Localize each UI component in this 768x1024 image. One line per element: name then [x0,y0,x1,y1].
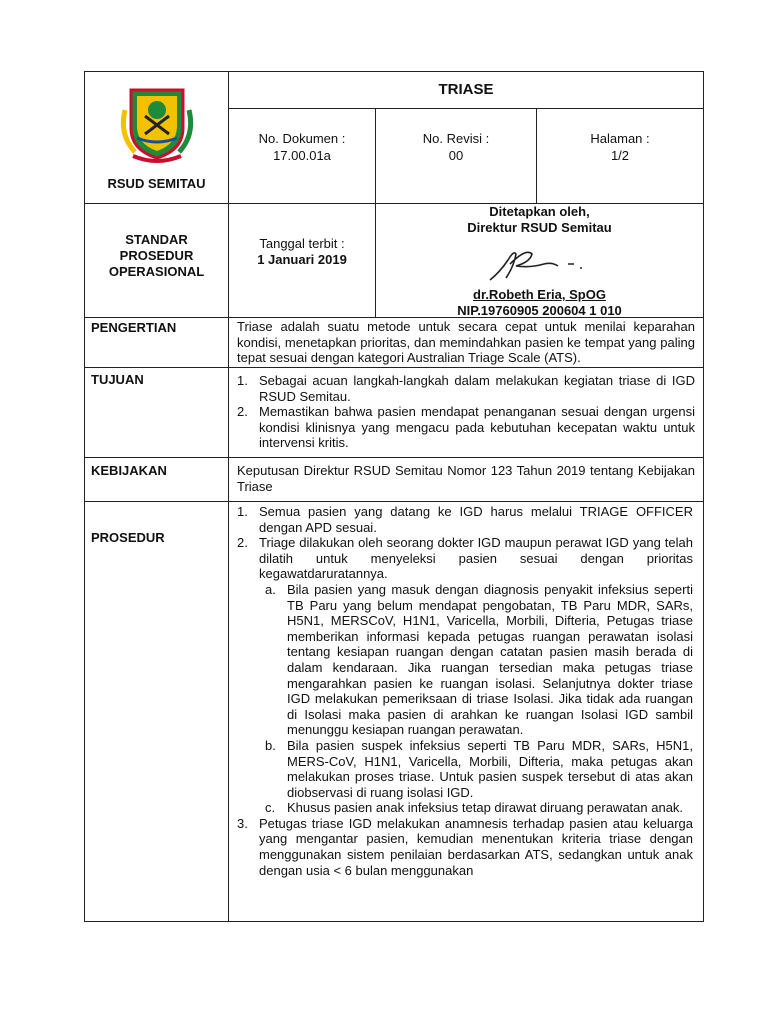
pengertian-label: PENGERTIAN [91,320,177,335]
kebijakan-text: Keputusan Direktur RSUD Semitau Nomor 123 Tahun 2019 tentang Kebijakan Triase [237,463,695,494]
tanggal-cell [228,203,376,318]
tujuan-list [237,373,695,451]
sub-list-letter: a. [265,581,276,597]
list-text: Triage dilakukan oleh seorang dokter IGD maupun perawat IGD yang telah dilatih untuk menyeleksi pasien sesuai dengan prioritas kegawatdaruratannya. [259,535,693,582]
dokumen-cell [228,108,376,204]
tujuan-label-cell [84,367,229,458]
sub-list-item [237,582,693,738]
list-number: 1. [237,373,248,388]
tujuan-label: TUJUAN [91,372,144,387]
list-item [237,535,693,582]
hospital-logo-icon [115,80,199,164]
tanggal-value: 1 Januari 2019 [257,252,347,267]
ditetapkan-line-2: Direktur RSUD Semitau [467,220,612,235]
sub-list-text: Khusus pasien anak infeksius tetap dirawat diruang perawatan anak. [287,800,684,816]
prosedur-text-cell [228,501,704,922]
halaman-label: Halaman : [590,131,650,146]
list-number: 2. [237,535,248,551]
list-item [237,816,693,878]
logo-cell [84,71,229,204]
kebijakan-label-cell [84,457,229,502]
prosedur-list [237,504,693,878]
kebijakan-text-cell [228,457,704,502]
list-item [237,504,693,535]
list-item [237,404,695,451]
list-number: 1. [237,504,248,519]
list-text: Sebagai acuan langkah-langkah dalam melakukan kegiatan triase di IGD RSUD Semitau. [259,373,695,404]
signature-icon [486,242,596,286]
sop-line-2: PROSEDUR [119,248,194,263]
prosedur-label-cell [84,501,229,922]
sop-cell [84,203,229,318]
sub-list-item [237,800,693,816]
tujuan-text-cell [228,367,704,458]
signer-nip: NIP.19760905 200604 1 010 [457,303,622,318]
pengertian-label-cell [84,317,229,368]
revisi-value: 00 [448,148,464,163]
signer-name: dr.Robeth Eria, SpOG [473,287,606,302]
sub-list-text: Bila pasien yang masuk dengan diagnosis penyakit infeksius seperti TB Paru yang belum mendapat pengobatan, TB Paru MDR, SARs, H5N1, MERSCoV, H1N1, Varicella, Morbili, Difteria, Petugas triase memberikan informasi kepada petugas ruangan perawatan isolasi tentang kesiapan ruangan dengan catatan pasien masih berada di dalam kendaraan. Jika ruangan tersedian maka petugas triase mengarahkan pasien ke ruangan isolasi. Selanjutnya dokter triase IGD melakukan pemeriksaan di triase Isolasi. Jika tidak ada ruangan di Isolasi maka pasien di arahkan ke ruangan Isolasi IGD sambil menunggu kesiapan ruangan perawatan. [287,581,693,738]
list-text: Petugas triase IGD melakukan anamnesis terhadap pasien atau keluarga yang mengantar pasien, kemudian menentukan kriteria triase dengan menggunakan sistem penilaian berdasarkan ATS, sedangkan untuk anak dengan usia < 6 bulan menggunakan [259,815,693,878]
tanggal-label: Tanggal terbit : [259,236,345,251]
sub-list-item [237,738,693,800]
sop-line-1: STANDAR [125,232,188,247]
ditetapkan-cell [375,203,704,318]
list-text: Semua pasien yang datang ke IGD harus melalui TRIAGE OFFICER dengan APD sesuai. [259,504,693,535]
list-item [237,373,695,404]
pengertian-text: Triase adalah suatu metode untuk secara cepat untuk menilai keparahan kondisi, menetapkan prioritas, dan memindahkan pasien ke tempat yang paling tepat sesuai dengan kategori Australian Triage Scale (ATS). [237,319,695,366]
kebijakan-label: KEBIJAKAN [91,463,167,478]
document-title: TRIASE [438,81,494,98]
title-cell [228,71,704,109]
sub-list-letter: c. [265,800,276,816]
dokumen-label: No. Dokumen : [258,131,346,146]
list-number: 3. [237,815,248,831]
sub-list-text: Bila pasien suspek infeksius seperti TB Paru MDR, SARs, H5N1, MERS-CoV, H1N1, Varicella, Morbili, Difteria, maka petugas akan melakukan proses triase. Untuk pasien suspek tersebut di atas akan diobservasi di ruang isolasi IGD. [287,737,693,800]
sub-list-letter: b. [265,737,276,753]
pengertian-text-cell [228,317,704,368]
revisi-cell [375,108,537,204]
list-text: Memastikan bahwa pasien mendapat penanganan sesuai dengan urgensi kondisi klinisnya yang mengacu pada kebutuhan kecepatan waktu untuk intervensi kritis. [259,404,695,451]
ditetapkan-line-1: Ditetapkan oleh, [489,204,590,219]
halaman-cell [536,108,704,204]
sop-line-3: OPERASIONAL [108,264,205,279]
hospital-name: RSUD SEMITAU [107,176,206,191]
dokumen-value: 17.00.01a [273,148,331,163]
prosedur-label: PROSEDUR [91,530,165,545]
revisi-label: No. Revisi : [422,131,490,146]
halaman-value: 1/2 [610,148,630,163]
list-number: 2. [237,404,248,420]
